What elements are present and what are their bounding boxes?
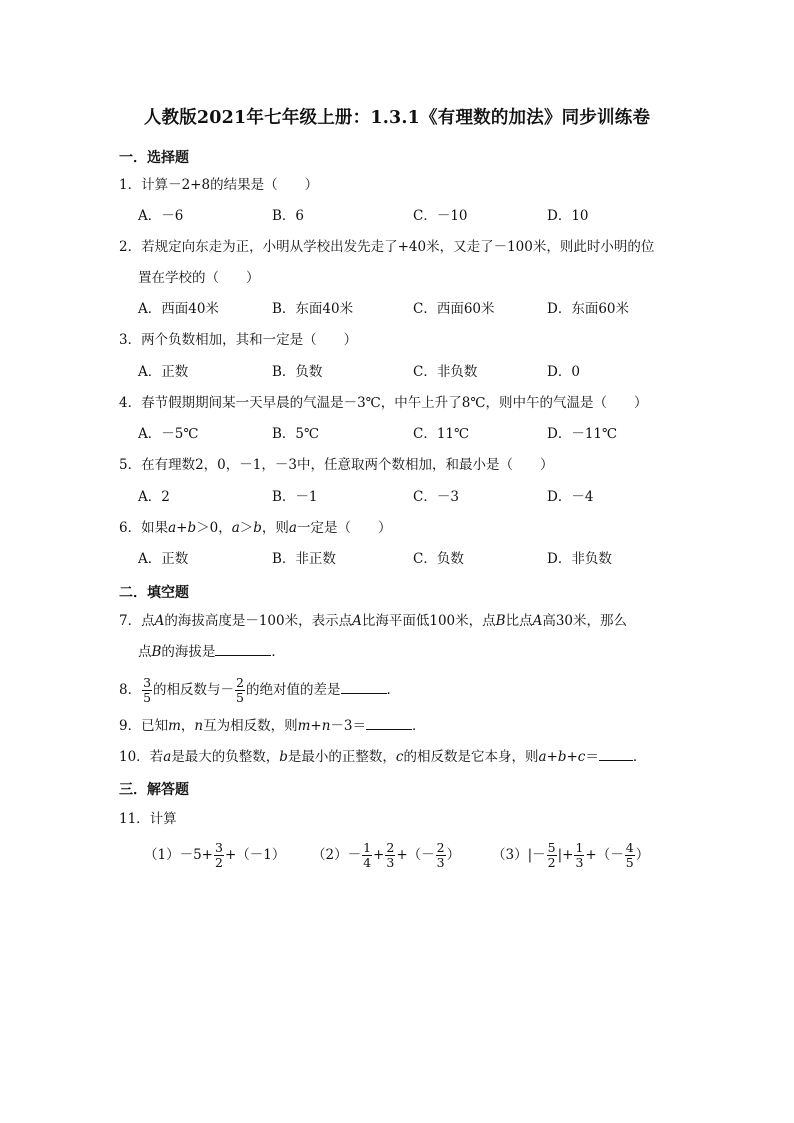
question-3-option-d: D．0 xyxy=(547,364,580,380)
question-11-part-2: （2）－ $\frac{1}{4}$ + $\frac{2}{3}$ +（－ $\frac{2}{3}$ ） xyxy=(312,840,461,870)
question-9-stem: 9．已知m，n互为相反数，则m+n－3＝ ． xyxy=(119,718,426,734)
question-1-stem: 1．计算－2+8的结果是（ ） xyxy=(119,177,319,193)
question-10-stem: 10．若a是最大的负整数，b是最小的正整数，c的相反数是它本身，则a+b+c＝ ． xyxy=(119,749,647,765)
question-7-stem-line2: 点B的海拔是 ． xyxy=(138,644,285,660)
question-1-option-a: A．－6 xyxy=(138,208,184,224)
question-4-option-c: C．11℃ xyxy=(413,426,470,442)
question-2-stem-line2: 置在学校的（ ） xyxy=(138,270,260,286)
question-1-option-c: C．－10 xyxy=(413,208,468,224)
fraction: $\frac{2}{5}$ xyxy=(236,675,244,705)
question-8-stem: 8． $\frac{3}{5}$ 的相反数与－ $\frac{2}{5}$ 的绝对值的差是 ． xyxy=(119,675,400,705)
fraction: $\frac{1}{3}$ xyxy=(575,840,584,870)
question-4-option-a: A．－5℃ xyxy=(138,426,199,442)
question-5-option-c: C．－3 xyxy=(413,489,459,505)
question-11-stem: 11．计算 xyxy=(119,811,177,827)
question-6-option-b: B．非正数 xyxy=(272,551,336,567)
question-4-option-d: D．－11℃ xyxy=(547,426,618,442)
question-4-option-b: B．5℃ xyxy=(272,426,320,442)
section-heading-choice: 一．选择题 xyxy=(119,150,189,166)
question-3-option-b: B．负数 xyxy=(272,364,323,380)
question-1-option-d: D．10 xyxy=(547,208,589,224)
page-title: 人教版2021年七年级上册：1.3.1《有理数的加法》同步训练卷 xyxy=(143,108,651,128)
fraction: $\frac{3}{5}$ xyxy=(143,675,152,705)
question-6-option-d: D．非负数 xyxy=(547,551,612,567)
question-5-stem: 5．在有理数2，0，－1，－3中，任意取两个数相加，和最小是（ ） xyxy=(119,457,554,473)
question-1-option-b: B．6 xyxy=(272,208,305,224)
question-2-option-b: B．东面40米 xyxy=(272,301,354,317)
question-5-option-b: B．－1 xyxy=(272,489,318,505)
fraction: $\frac{3}{2}$ xyxy=(215,840,223,870)
section-heading-fill: 二．填空题 xyxy=(119,585,189,601)
fraction: $\frac{1}{4}$ xyxy=(363,840,372,870)
section-heading-solve: 三．解答题 xyxy=(119,782,189,798)
answer-blank[interactable] xyxy=(341,681,387,694)
fraction: $\frac{2}{3}$ xyxy=(436,840,445,870)
question-5-option-a: A．2 xyxy=(138,489,170,505)
fraction: $\frac{4}{5}$ xyxy=(625,840,634,870)
fraction: $\frac{2}{3}$ xyxy=(386,840,395,870)
question-3-option-a: A．正数 xyxy=(138,364,189,380)
answer-blank[interactable] xyxy=(599,748,633,761)
question-3-stem: 3．两个负数相加，其和一定是（ ） xyxy=(119,332,358,348)
question-2-option-d: D．东面60米 xyxy=(547,301,630,317)
question-6-option-a: A．正数 xyxy=(138,551,189,567)
question-5-option-d: D．－4 xyxy=(547,489,594,505)
question-2-stem-line1: 2．若规定向东走为正，小明从学校出发先走了+40米，又走了－100米，则此时小明的位 xyxy=(119,239,655,255)
fraction: $\frac{5}{2}$ xyxy=(547,840,556,870)
answer-blank[interactable] xyxy=(215,643,271,656)
question-11-part-1: （1）－5+ $\frac{3}{2}$ +（－1） xyxy=(144,840,286,870)
question-6-stem: 6．如果a+b＞0，a＞b，则a一定是（ ） xyxy=(119,520,392,536)
question-2-option-a: A．西面40米 xyxy=(138,301,219,317)
question-7-stem-line1: 7．点A的海拔高度是－100米，表示点A比海平面低100米，点B比点A高30米，那么 xyxy=(119,613,628,629)
answer-blank[interactable] xyxy=(366,717,412,730)
question-6-option-c: C．负数 xyxy=(413,551,464,567)
question-2-option-c: C．西面60米 xyxy=(413,301,495,317)
question-4-stem: 4．春节假期期间某一天早晨的气温是－3℃，中午上升了8℃，则中午的气温是（ ） xyxy=(119,395,648,411)
question-11-part-3: （3）|－ $\frac{5}{2}$ |+ $\frac{1}{3}$ +（－ $\frac{4}{5}$ ） xyxy=(492,840,650,870)
question-3-option-c: C．非负数 xyxy=(413,364,478,380)
